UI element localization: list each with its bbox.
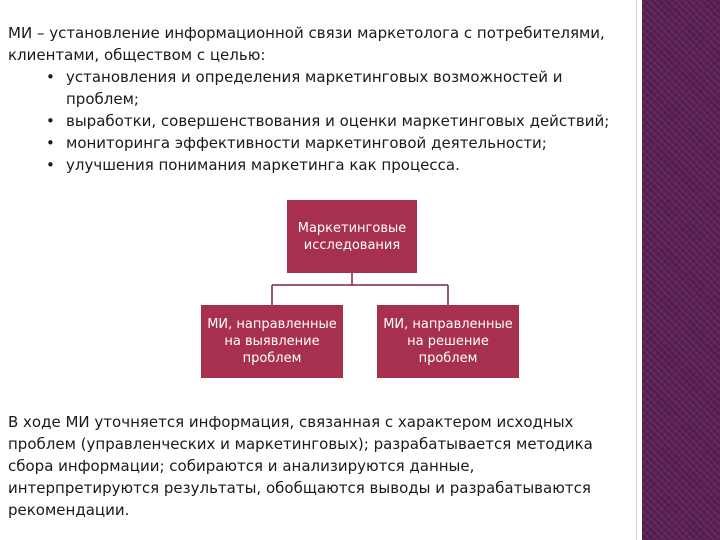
bullet-text: мониторинга эффективности маркетинговой деятельности;: [66, 134, 547, 152]
intro-lead: МИ – установление информационной связи маркетолога с потребителями, клиентами, обществом с целью:: [8, 24, 605, 64]
diagram-root-box: [287, 200, 417, 273]
bullet-text: установления и определения маркетинговых возможностей и проблем;: [66, 68, 563, 108]
diagram-right-box: [377, 305, 519, 378]
diagram-right-label: МИ, направленные на решение проблем: [383, 317, 513, 366]
diagram-left-label: МИ, направленные на выявление проблем: [207, 317, 337, 366]
bullet-text: выработки, совершенствования и оценки маркетинговых действий;: [66, 112, 610, 130]
outro-paragraph: В ходе МИ уточняется информация, связанная с характером исходных проблем (управленческих и маркетинговых); разрабатывается методика сбора информации; собираются и анализируются данные, интерпретируются результаты, обобщаются выводы и разрабатываются рекомендации.: [8, 413, 593, 519]
diagram-root-label: Маркетинговые исследования: [297, 220, 407, 253]
bullet-dot-icon: •: [46, 134, 55, 152]
bullet-text: улучшения понимания маркетинга как процесса.: [66, 156, 460, 174]
diagram-left-box: [201, 305, 343, 378]
bullet-dot-icon: •: [46, 68, 55, 86]
bullet-dot-icon: •: [46, 156, 55, 174]
bullet-dot-icon: •: [46, 112, 55, 130]
